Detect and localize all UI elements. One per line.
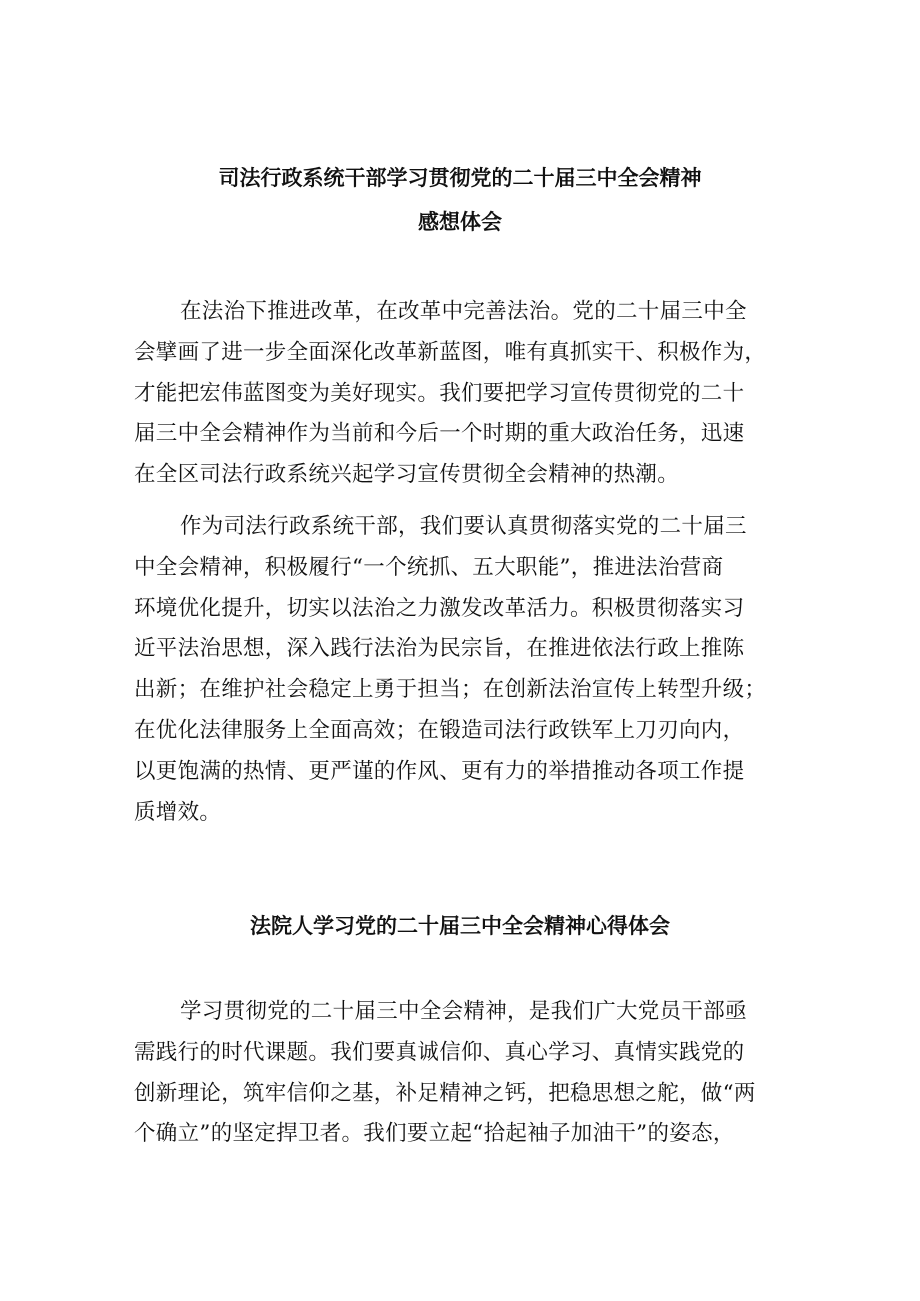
section-1-paragraph-2	[134, 507, 794, 833]
text-line: 学习贯彻党的二十届三中全会精神，是我们广大党员干部亟	[180, 999, 747, 1024]
text-line: 中全会精神，积极履行“一个统抓、五大职能”，推进法治营商	[134, 554, 724, 580]
text-line: 个确立”的坚定捍卫者。我们要立起“拾起袖子加油干”的姿态，	[134, 1121, 735, 1147]
text-line: 才能把宏伟蓝图变为美好现实。我们要把学习宣传贯彻党的二十	[134, 380, 745, 406]
text-line: 质增效。	[134, 799, 222, 825]
section-2-paragraph-1	[134, 992, 794, 1155]
text-line: 出新；在维护社会稳定上勇于担当；在创新法治宣传上转型升级；	[134, 677, 767, 703]
text-line: 以更饱满的热情、更严谨的作风、更有力的举措推动各项工作提	[134, 758, 745, 784]
section-1-paragraph-1	[134, 292, 794, 496]
section-2-title	[0, 904, 920, 948]
text-line: 在优化法律服务上全面高效；在锻造司法行政铁军上刀刃向内，	[134, 717, 745, 743]
text-line: 环境优化提升，切实以法治之力激发改革活力。积极贯彻落实习	[134, 595, 745, 621]
text-line: 会擘画了进一步全面深化改革新蓝图，唯有真抓实干、积极作为，	[134, 339, 767, 365]
text-line: 作为司法行政系统干部，我们要认真贯彻落实党的二十届三	[180, 514, 747, 539]
text-line: 近平法治思想，深入践行法治为民宗旨，在推进依法行政上推陈	[134, 636, 745, 662]
text-line: 在全区司法行政系统兴起学习宣传贯彻全会精神的热潮。	[134, 462, 680, 488]
text-line: 需践行的时代课题。我们要真诚信仰、真心学习、真情实践党的	[134, 1039, 745, 1065]
section-1-title	[0, 156, 920, 244]
section-2-title-line: 法院人学习党的二十届三中全会精神心得体会	[250, 914, 670, 938]
section-1-title-line: 司法行政系统干部学习贯彻党的二十届三中全会精神	[218, 166, 702, 190]
text-line: 创新理论，筑牢信仰之基，补足精神之钙，把稳思想之舵，做“两	[134, 1080, 756, 1106]
text-line: 在法治下推进改革，在改革中完善法治。党的二十届三中全	[180, 299, 747, 324]
section-1-title-line: 感想体会	[418, 210, 502, 234]
text-line: 届三中全会精神作为当前和今后一个时期的重大政治任务，迅速	[134, 421, 745, 447]
